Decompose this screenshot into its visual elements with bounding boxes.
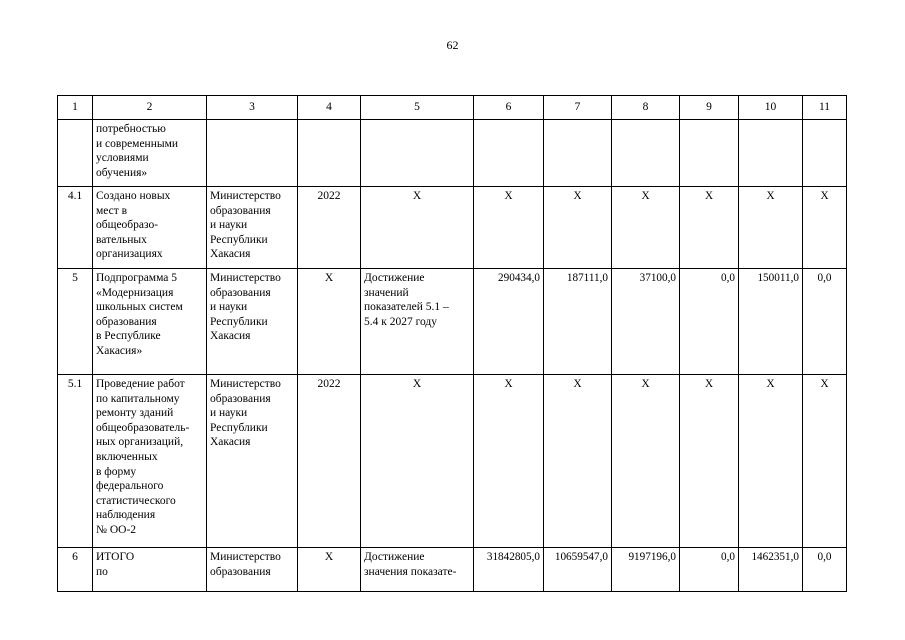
value-cell: Х [739, 187, 803, 269]
value-cell: Х [612, 187, 680, 269]
result-cell: Достижение значения показате- [361, 548, 474, 592]
header-cell: 2 [93, 96, 207, 120]
row-number-cell: 5.1 [58, 375, 93, 548]
name-cell: Проведение работ по капитальному ремонту зданий общеобразователь- ных организаций, включенных в форму федерального статистического наблюдения № ОО-2 [93, 375, 207, 548]
value-cell: 0,0 [680, 269, 739, 375]
value-cell: Х [474, 187, 544, 269]
value-cell [612, 120, 680, 187]
value-cell [680, 120, 739, 187]
value-cell: Х [474, 375, 544, 548]
executor-cell: Министерство образования и науки Республики Хакасия [207, 269, 298, 375]
header-cell: 4 [298, 96, 361, 120]
table-row [58, 548, 847, 592]
value-cell: 9197196,0 [612, 548, 680, 592]
executor-cell: Министерство образования и науки Республики Хакасия [207, 187, 298, 269]
program-table [57, 95, 847, 592]
year-cell: Х [298, 269, 361, 375]
executor-cell: Министерство образования и науки Республики Хакасия [207, 375, 298, 548]
value-cell: Х [803, 375, 847, 548]
result-cell: Достижение значений показателей 5.1 – 5.4 к 2027 году [361, 269, 474, 375]
value-cell: Х [739, 375, 803, 548]
value-cell: 0,0 [803, 269, 847, 375]
value-cell: Х [680, 375, 739, 548]
year-cell: Х [298, 548, 361, 592]
page-number: 62 [446, 38, 459, 52]
header-cell: 7 [544, 96, 612, 120]
row-number-cell: 4.1 [58, 187, 93, 269]
year-cell: 2022 [298, 375, 361, 548]
value-cell: 150011,0 [739, 269, 803, 375]
value-cell: 37100,0 [612, 269, 680, 375]
header-cell: 1 [58, 96, 93, 120]
header-row [58, 96, 847, 120]
header-cell: 11 [803, 96, 847, 120]
name-cell: ИТОГО по [93, 548, 207, 592]
table-row [58, 187, 847, 269]
table-row [58, 375, 847, 548]
value-cell: 31842805,0 [474, 548, 544, 592]
value-cell: Х [680, 187, 739, 269]
name-cell: Подпрограмма 5 «Модернизация школьных систем образования в Республике Хакасия» [93, 269, 207, 375]
name-cell: потребностью и современными условиями обучения» [93, 120, 207, 187]
executor-cell [207, 120, 298, 187]
header-cell: 10 [739, 96, 803, 120]
table-row [58, 269, 847, 375]
year-cell: 2022 [298, 187, 361, 269]
table-row [58, 120, 847, 187]
value-cell: Х [803, 187, 847, 269]
value-cell: 290434,0 [474, 269, 544, 375]
value-cell [474, 120, 544, 187]
value-cell: 187111,0 [544, 269, 612, 375]
executor-cell: Министерство образования [207, 548, 298, 592]
value-cell: 10659547,0 [544, 548, 612, 592]
value-cell: Х [544, 187, 612, 269]
result-cell [361, 120, 474, 187]
result-cell: Х [361, 375, 474, 548]
value-cell [803, 120, 847, 187]
header-cell: 8 [612, 96, 680, 120]
value-cell: 0,0 [680, 548, 739, 592]
year-cell [298, 120, 361, 187]
header-cell: 9 [680, 96, 739, 120]
header-cell: 6 [474, 96, 544, 120]
value-cell: Х [612, 375, 680, 548]
value-cell: Х [544, 375, 612, 548]
value-cell [739, 120, 803, 187]
name-cell: Создано новых мест в общеобразо- вательных организациях [93, 187, 207, 269]
row-number-cell [58, 120, 93, 187]
header-cell: 3 [207, 96, 298, 120]
row-number-cell: 6 [58, 548, 93, 592]
value-cell: 1462351,0 [739, 548, 803, 592]
result-cell: Х [361, 187, 474, 269]
value-cell [544, 120, 612, 187]
value-cell: 0,0 [803, 548, 847, 592]
row-number-cell: 5 [58, 269, 93, 375]
header-cell: 5 [361, 96, 474, 120]
